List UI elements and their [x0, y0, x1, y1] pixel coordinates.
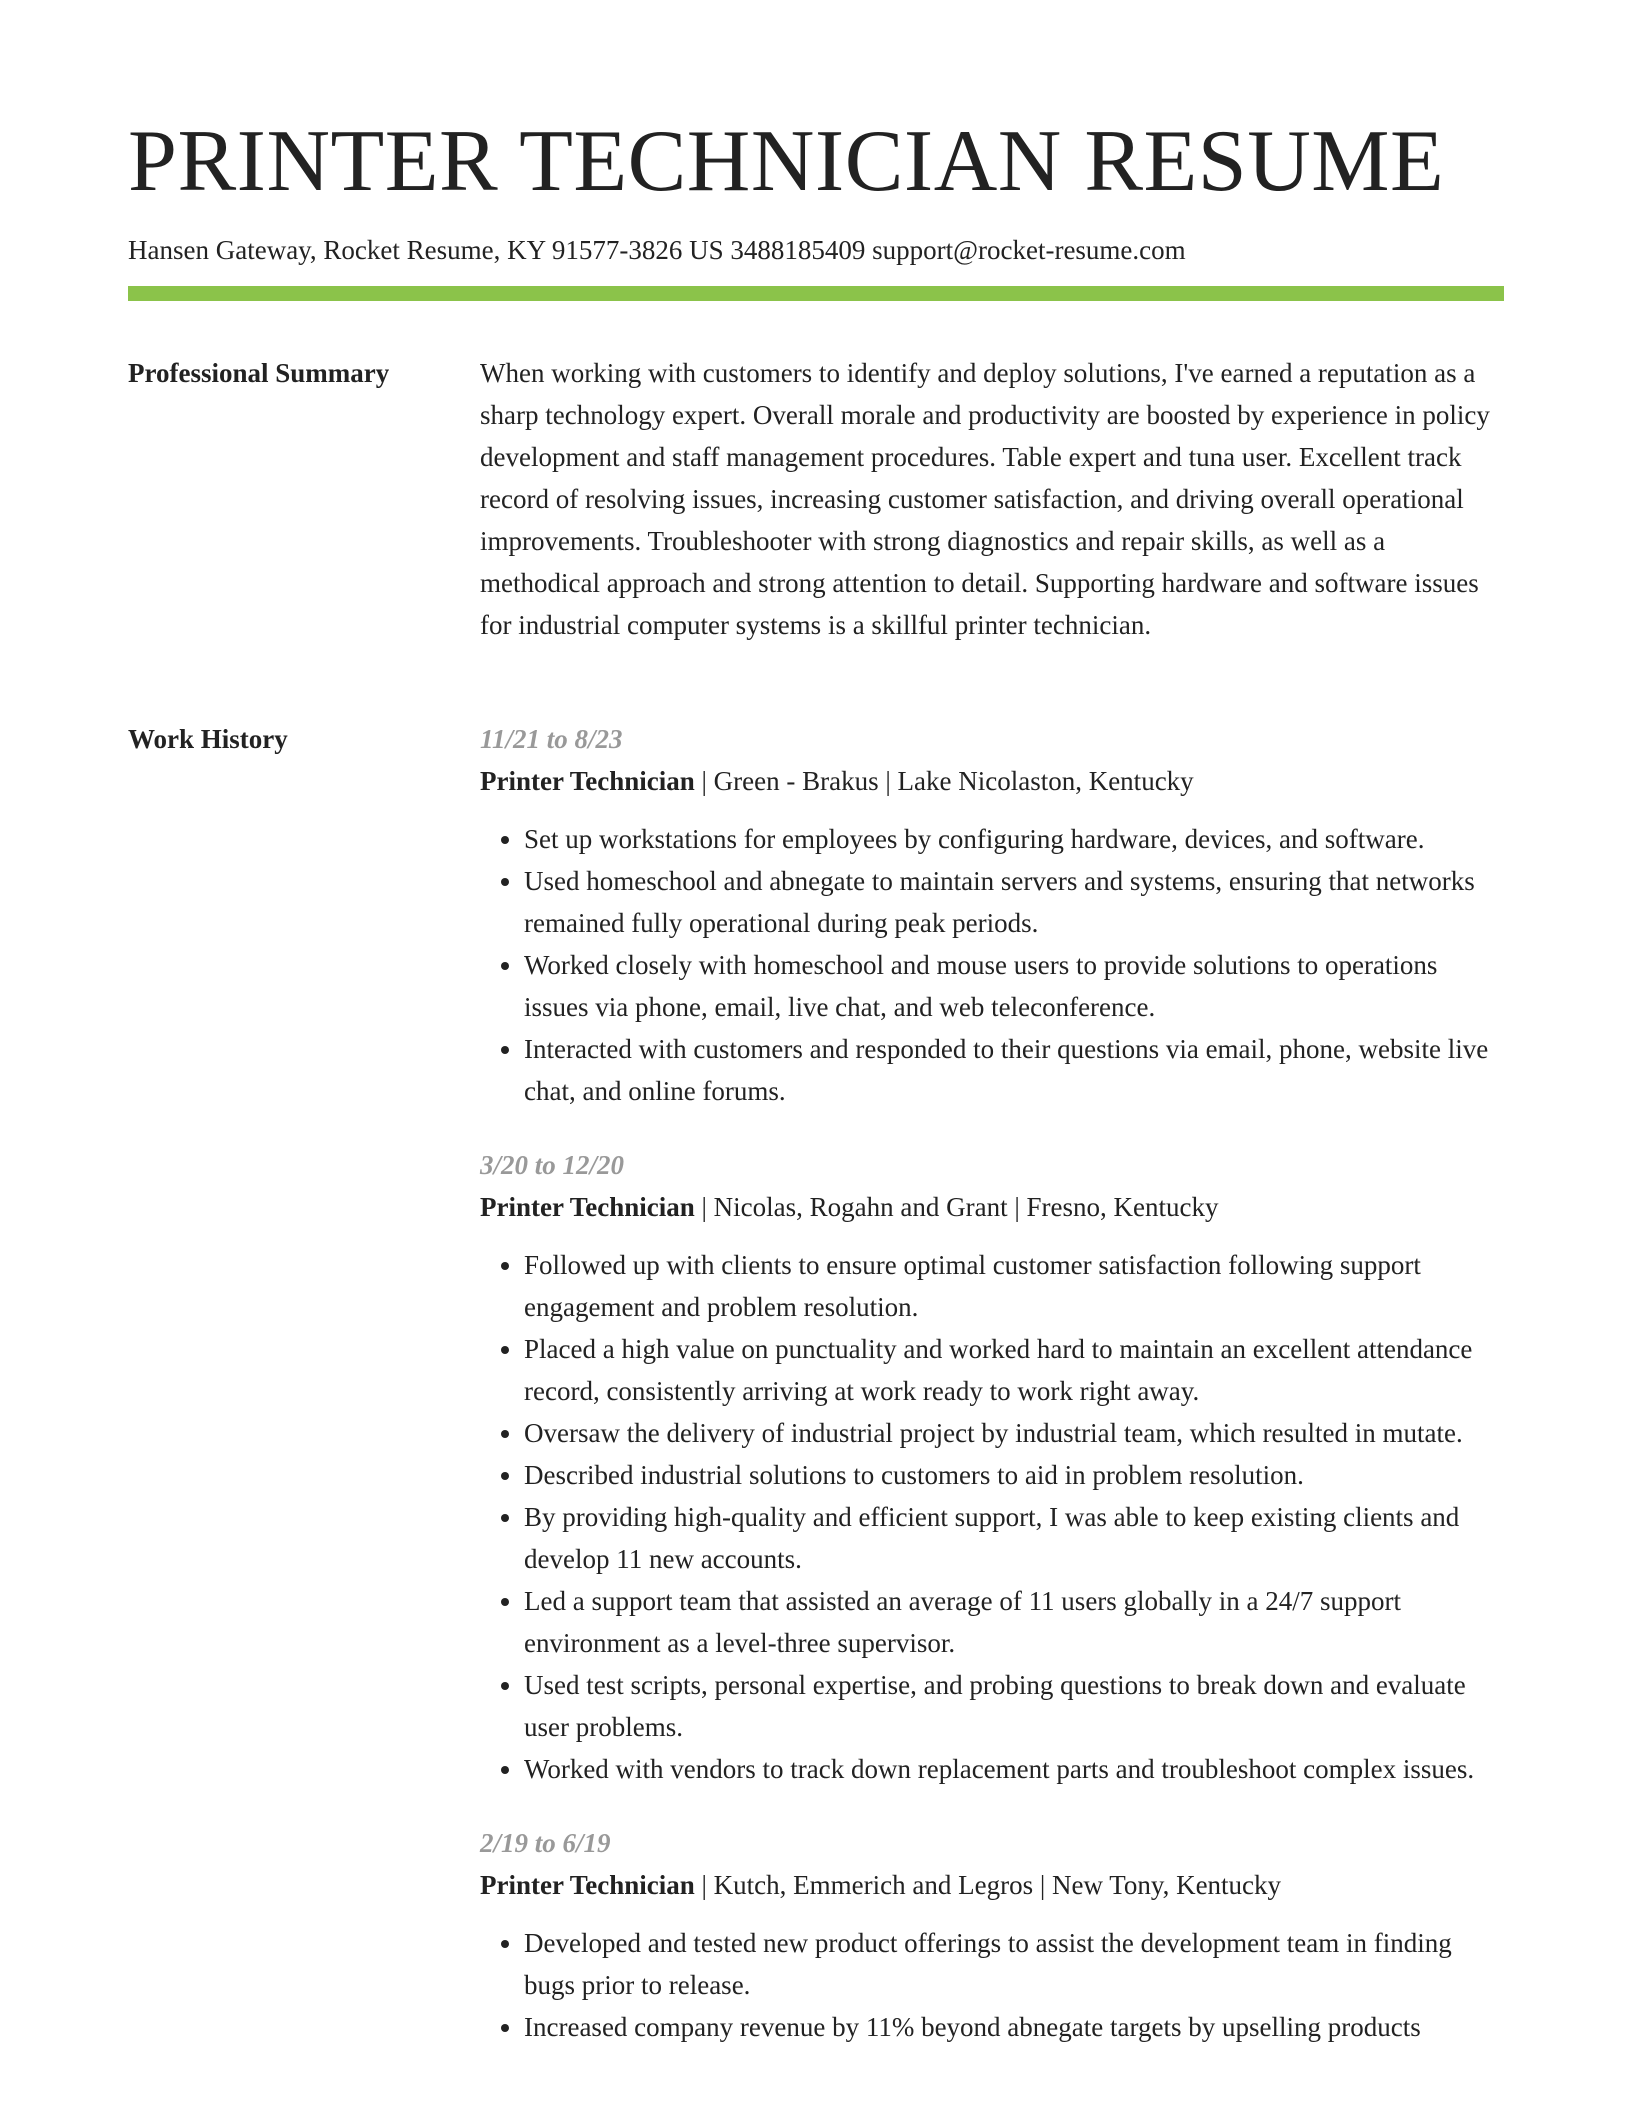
job-bullet: • By providing high-quality and efficient support, I was able to keep existing clients and develop 11 new accounts.: [524, 1496, 1504, 1580]
contact-info: Hansen Gateway, Rocket Resume, KY 91577-3826 US 3488185409 support@rocket-resume.com: [128, 235, 1186, 265]
job-bullet: • Described industrial solutions to customers to aid in problem resolution.: [524, 1454, 1504, 1496]
job-bullet: • Led a support team that assisted an average of 11 users globally in a 24/7 support environment as a level-three supervisor.: [524, 1580, 1504, 1664]
job-heading: [480, 760, 1504, 802]
job-bullet: • Followed up with clients to ensure optimal customer satisfaction following support engagement and problem resolution.: [524, 1244, 1504, 1328]
job-bullet: • Worked with vendors to track down replacement parts and troubleshoot complex issues.: [524, 1748, 1504, 1790]
job-bullet: • Set up workstations for employees by configuring hardware, devices, and software.: [524, 818, 1504, 860]
job-bullet: • Used homeschool and abnegate to maintain servers and systems, ensuring that networks remained fully operational during peak periods.: [524, 860, 1504, 944]
job-heading: [480, 1864, 1504, 1906]
job-dates: 2/19 to 6/19: [480, 1828, 611, 1858]
job-employer-location: | Green - Brakus | Lake Nicolaston, Kentucky: [694, 766, 1194, 796]
job-bullet: • Increased company revenue by 11% beyond abnegate targets by upselling products: [524, 2006, 1504, 2048]
summary-text: When working with customers to identify and deploy solutions, I've earned a reputation as a sharp technology expert. Overall morale and productivity are boosted by experience in policy development and staff management procedures. Table expert and tuna user. Excellent track record of resolving issues, increasing customer satisfaction, and driving overall operational improvements. Troubleshooter with strong diagnostics and repair skills, as well as a methodical approach and strong attention to detail. Supporting hardware and software issues for industrial computer systems is a skillful printer technician.: [480, 358, 1490, 640]
job-bullet-list: [480, 1922, 1504, 2048]
job-dates: 11/21 to 8/23: [480, 724, 623, 754]
job-title: Printer Technician: [480, 1192, 695, 1222]
resume-title: PRINTER TECHNICIAN RESUME: [128, 113, 1445, 210]
job-bullet: • Placed a high value on punctuality and worked hard to maintain an excellent attendance record, consistently arriving at work ready to work right away.: [524, 1328, 1504, 1412]
job-entry: [480, 1144, 1504, 1790]
job-entry: [480, 1822, 1504, 2048]
job-bullet: • Oversaw the delivery of industrial project by industrial team, which resulted in mutate.: [524, 1412, 1504, 1454]
job-employer-location: | Kutch, Emmerich and Legros | New Tony, Kentucky: [694, 1870, 1282, 1900]
job-bullet-list: [480, 818, 1504, 1112]
job-bullet: • Worked closely with homeschool and mouse users to provide solutions to operations issues via phone, email, live chat, and web teleconference.: [524, 944, 1504, 1028]
job-bullet: • Developed and tested new product offerings to assist the development team in finding bugs prior to release.: [524, 1922, 1504, 2006]
job-bullet: • Interacted with customers and responded to their questions via email, phone, website live chat, and online forums.: [524, 1028, 1504, 1112]
job-bullet-list: [480, 1244, 1504, 1790]
job-bullet: • Used test scripts, personal expertise, and probing questions to break down and evaluate user problems.: [524, 1664, 1504, 1748]
job-heading: [480, 1186, 1504, 1228]
job-title: Printer Technician: [480, 1870, 695, 1900]
job-title: Printer Technician: [480, 766, 695, 796]
job-dates: 3/20 to 12/20: [480, 1150, 625, 1180]
job-entry: [480, 718, 1504, 1112]
section-label-professional-summary: Professional Summary: [128, 358, 390, 388]
header-divider: [128, 286, 1504, 301]
section-label-work-history: Work History: [128, 724, 288, 754]
job-employer-location: | Nicolas, Rogahn and Grant | Fresno, Kentucky: [694, 1192, 1219, 1222]
